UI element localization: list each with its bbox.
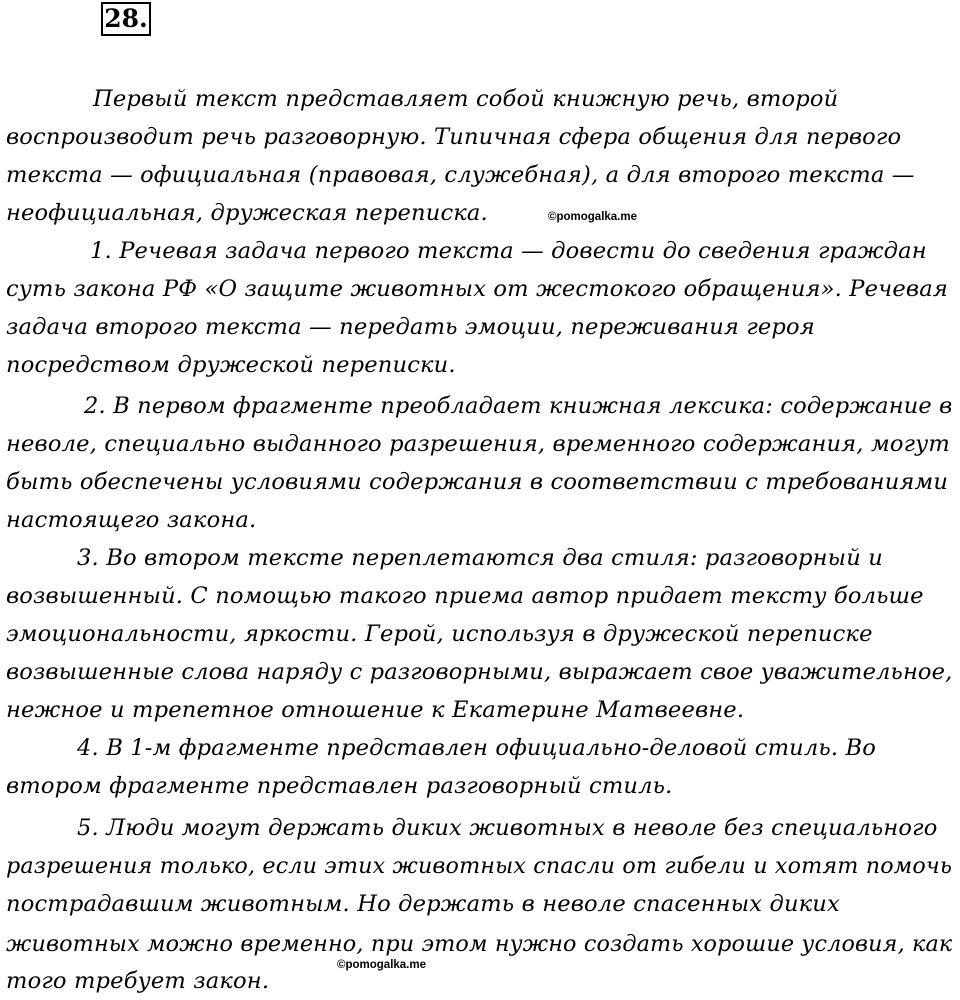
- text-line: настоящего закона.: [6, 507, 257, 533]
- task-number: 28.: [101, 2, 151, 36]
- text-line: посредством дружеской переписки.: [6, 352, 456, 378]
- text-line: 4. В 1-м фрагменте представлен официально-деловой стиль. Во: [77, 735, 877, 761]
- text-line: того требует закон.: [6, 968, 270, 994]
- text-line: нежное и трепетное отношение к Екатерине Матвеевне.: [6, 697, 745, 723]
- text-line: пострадавшим животным. Но держать в неволе спасенных диких: [6, 891, 840, 917]
- text-line: текста — официальная (правовая, служебная), а для второго текста —: [6, 162, 915, 188]
- text-line: возвышенные слова наряду с разговорными, выражает свое уважительное,: [6, 659, 953, 685]
- text-line: 5. Люди могут держать диких животных в неволе без специального: [77, 815, 938, 841]
- text-line: 1. Речевая задача первого текста — довести до сведения граждан: [90, 238, 927, 264]
- text-line: эмоциональности, яркости. Герой, используя в дружеской переписке: [6, 621, 873, 647]
- text-line: задача второго текста — передать эмоции, переживания героя: [6, 314, 815, 340]
- text-line: Первый текст представляет собой книжную речь, второй: [93, 86, 839, 112]
- text-line: 3. Во втором тексте переплетаются два стиля: разговорный и: [77, 545, 883, 571]
- text-line: втором фрагменте представлен разговорный стиль.: [6, 773, 673, 799]
- watermark: ©pomogalka.me: [337, 959, 426, 971]
- text-line: животных можно временно, при этом нужно создать хорошие условия, как: [6, 931, 953, 957]
- text-line: возвышенный. С помощью такого приема автор придает тексту больше: [6, 583, 924, 609]
- text-line: неволе, специально выданного разрешения, временного содержания, могут: [6, 431, 950, 457]
- text-line: быть обеспечены условиями содержания в соответствии с требованиями: [6, 469, 949, 495]
- watermark: ©pomogalka.me: [548, 211, 637, 223]
- text-line: воспроизводит речь разговорную. Типичная сфера общения для первого: [6, 124, 902, 150]
- text-line: суть закона РФ «О защите животных от жестокого обращения». Речевая: [6, 276, 948, 302]
- text-line: разрешения только, если этих животных спасли от гибели и хотят помочь: [6, 853, 953, 879]
- text-line: неофициальная, дружеская переписка.: [6, 200, 488, 226]
- text-line: 2. В первом фрагменте преобладает книжная лексика: содержание в: [84, 393, 953, 419]
